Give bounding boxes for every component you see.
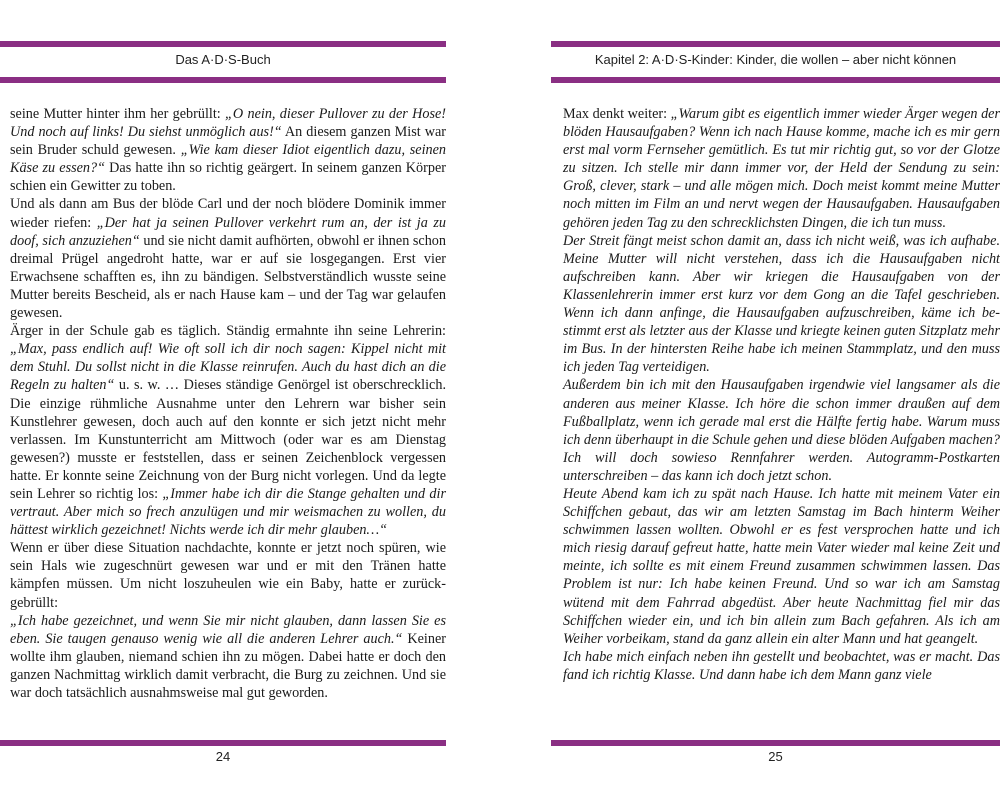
header-rule-bottom — [0, 77, 446, 83]
quoted-text: Der Streit fängt meist schon damit an, dass ich nicht weiß, was ich aufhabe. Meine Mutter will nicht verstehen, dass ich die Hausaufgaben nicht aufschreiben kann. Aber wir kriegen die Hausaufgaben von der Klassenlehrerin immer erst kurz vor dem Gong an die Tafel geschrieben. Wenn ich dann anfinge, die Hausaufgaben aufzuschreiben, käme ich bestimmt erst als letzter aus der Klasse und kriegte keinen guten Sitzplatz mehr im Bus. In der hintersten Reihe habe ich meinen Stammplatz, und den muss ich jeden Tag verteidigen. — [563, 232, 1000, 376]
quoted-text: „Warum gibt es eigentlich immer wieder Ärger wegen der blöden Hausaufgaben? Wenn ich nach Hause komme, mache ich es mir gern erst mal vorm Fernseher gemütlich. Es tut mir richtig gut, so vor der Glotze zu sitzen. Ich stelle mir dann immer vor, der Held der Sendung zu sein: Groß, clever, stark – und alle mögen mich. Doch meist kommt meine Mutter noch mitten im Film an und nervt wegen der Hausaufgaben. Hausaufgaben gehören jeden Tag zu den schrecklichsten Dingen, die ich tun muss. — [563, 106, 1000, 231]
body-text — [10, 105, 446, 702]
text-run: Und als dann am Bus der blöde Carl und der noch blödere Dominik immer wieder riefen: — [10, 196, 446, 231]
footer-rule — [0, 740, 446, 746]
quoted-text: Ich habe mich einfach neben ihn gestellt und beobachtet, was er macht. Das fand ich richtig Klasse. Und dann habe ich dem Mann ganz viele — [563, 648, 1000, 683]
text-run: An diesem ganzen Mist war sein Bruder schuld gewesen. — [10, 124, 446, 159]
text-run: seine Mutter hinter ihm her gebrüllt: — [10, 106, 226, 122]
paragraph — [563, 376, 1000, 485]
text-run: Wenn er über diese Situation nachdachte, konnte er jetzt noch spüren, wie sein Hals wie zugeschnürt gewesen war und er mit den Tränen hatte kämpfen müssen. Um nicht loszuheulen wie ein Baby, hatte er zurückgebrüllt: — [10, 540, 446, 611]
right-page — [551, 0, 1000, 800]
footer-rule — [551, 740, 1000, 746]
paragraph — [563, 105, 1000, 232]
header-rule-top — [0, 41, 446, 47]
text-run: Max denkt weiter: — [563, 106, 671, 122]
text-run: Das hatte ihn so richtig geärgert. In seinem ganzen Körper schien ein Gewitter zu toben. — [10, 160, 446, 195]
text-run: u. s. w. … Dieses ständige Genörgel ist oberschrecklich. Die einzige rühmliche Ausnahme unter den Lehrern war bisher sein Kunstlehrer gewesen, doch auch auf den konnte er sich jetzt nicht mehr verlassen. Im Kunstunterricht am Mittwoch (oder war es am Dienstag gewesen?) musste er feststellen, dass er seinen Zeichenblock vergessen hatte. Er konnte seine Zeichnung von der Burg nicht vorlegen. Und da legte sein Lehrer so richtig los: — [10, 377, 446, 502]
quoted-text: „Max, pass endlich auf! Wie oft soll ich dir noch sagen: Kippel nicht mit dem Stuhl. Du sollst nicht in die Klasse reinrufen. Auch du hast dich an die Regeln zu halten“ — [10, 341, 446, 394]
text-run: Keiner wollte ihm glauben, niemand schien ihn zu mögen. Dabei hatte er doch den ganzen Nachmittag wirklich damit verbracht, die Burg zu zeichnen. Und sie war doch tatsächlich ausnahmsweise mal gut geworden. — [10, 630, 446, 701]
paragraph — [563, 232, 1000, 377]
header-rule-top — [551, 41, 1000, 47]
quoted-text: „Immer habe ich dir die Stange gehalten und dir vertraut. Aber mich so frech anzulügen und mir weismachen zu wollen, du hättest wirklich gezeichnet! Nichts werde ich dir mehr glauben…“ — [10, 485, 446, 539]
body-text — [563, 105, 1000, 684]
quoted-text: Heute Abend kam ich zu spät nach Hause. Ich hatte mit meinem Vater ein Schiffchen gebaut, das wir am letzten Samstag im Bach hinterm Weiher schwimmen lassen wollten. Obwohl er es fest versprochen hatte und ich mich riesig darauf gefreut hatte, hatte mein Vater wieder mal keine Zeit und meinte, ich sollte es mit einem Freund zusammen schwimmen lassen. Das Problem ist nur: Ich habe keinen Freund. Und so war ich am Samstag wütend mit dem Fahrrad abgedüst. Aber heute Nachmittag fiel mir das Schiffchen wieder ein, und ich bin allein zum Bach gefahren. Als ich am Weiher vorbeikam, stand da ganz allein ein alter Mann und hat geangelt. — [563, 485, 1000, 647]
paragraph — [10, 322, 446, 539]
paragraph — [10, 105, 446, 195]
paragraph — [10, 539, 446, 611]
quoted-text: „Wie kam dieser Idiot eigentlich dazu, seinen Käse zu essen?“ — [10, 142, 446, 177]
paragraph — [10, 612, 446, 702]
paragraph — [563, 485, 1000, 648]
text-run: Ärger in der Schule gab es täglich. Ständig ermahnte ihn seine Lehrerin: — [10, 323, 446, 340]
text-run: und sie nicht damit aufhörten, obwohl er ihnen schon dreimal Prügel angedroht hatte, war er auf sie losgegangen. Erst vier Erwachsene schafften es, ihn zu bändigen. Selbstverständlich wusste seine Mutter bereits Bescheid, als er nach Hause kam – und der Tag war gelaufen gewesen. — [10, 232, 446, 322]
paragraph — [10, 195, 446, 322]
header-rule-bottom — [551, 77, 1000, 83]
page-number: 25 — [768, 749, 783, 764]
running-head: Das A·D·S-Buch — [175, 52, 271, 67]
page-number: 24 — [215, 749, 231, 764]
quoted-text: „Ich habe gezeichnet, und wenn Sie mir nicht glauben, dann lassen Sie es eben. Sie taugen genauso wenig wie all die anderen Lehrer auch.“ — [10, 612, 446, 647]
paragraph — [563, 648, 1000, 684]
left-page — [0, 0, 446, 800]
quoted-text: „O nein, dieser Pullover zu der Hose! Und noch auf links! Du siehst unmöglich aus!“ — [10, 106, 446, 141]
quoted-text: Außerdem bin ich mit den Hausaufgaben irgendwie viel langsamer als die anderen aus meiner Klasse. Ich höre die schon immer draußen auf dem Fußballplatz, wenn ich gerade mal erst die Hälfte fertig habe. Warum muss ich denn überhaupt in die Schule gehen und diese blöden Aufgaben machen? Ich will doch sowieso Rennfahrer werden. Autogramm-Postkarten unterschreiben – das kann ich doch jetzt schon. — [563, 377, 1000, 484]
running-head: Kapitel 2: A·D·S-Kinder: Kinder, die wollen – aber nicht können — [594, 52, 957, 67]
quoted-text: „Der hat ja seinen Pullover verkehrt rum an, der ist ja zu doof, sich anzuziehen“ — [10, 214, 446, 249]
